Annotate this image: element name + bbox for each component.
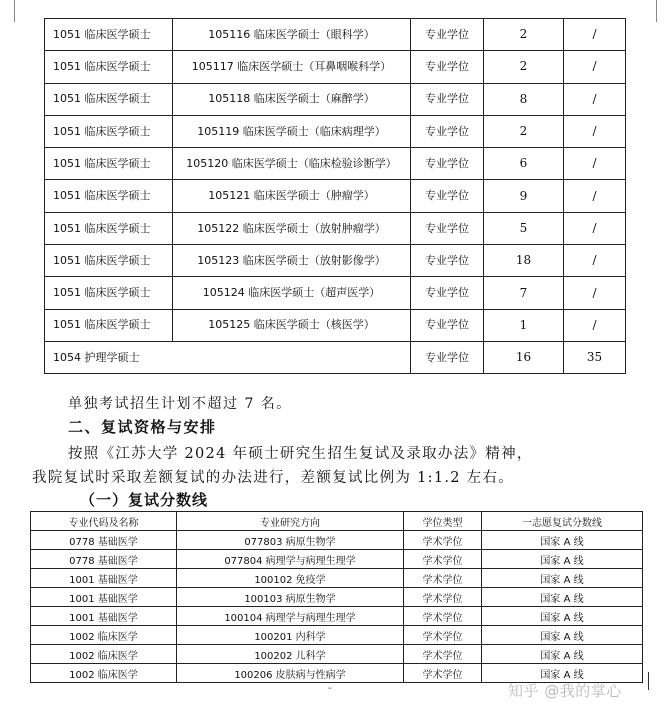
table-row xyxy=(31,645,643,664)
table-cell: 国家 A 线 xyxy=(482,664,643,683)
table-row xyxy=(45,83,626,115)
table-cell: 1002 临床医学 xyxy=(31,664,177,683)
separate-exam-note: 单独考试招生计划不超过 7 名。 xyxy=(68,396,292,412)
table-cell: 专业学位 xyxy=(411,180,484,212)
table-cell: 105124 临床医学硕士（超声医学） xyxy=(173,277,411,309)
table-cell: 1051 临床医学硕士 xyxy=(45,180,173,212)
table-row xyxy=(45,51,626,83)
table-cell: / xyxy=(564,148,626,180)
paragraph-line-1: 按照《江苏大学 2024 年硕士研究生招生复试及录取办法》精神， xyxy=(68,446,533,462)
table-cell: 专业学位 xyxy=(411,115,484,147)
table-cell: 1001 基础医学 xyxy=(31,607,177,626)
table-cell: / xyxy=(564,19,626,51)
table-row xyxy=(45,148,626,180)
table-row xyxy=(31,607,643,626)
table-row xyxy=(45,341,626,373)
table-cell: 100206 皮肤病与性病学 xyxy=(177,664,404,683)
table-cell: 学术学位 xyxy=(404,664,482,683)
table-cell: / xyxy=(564,51,626,83)
table-cell: 8 xyxy=(484,83,564,115)
table-cell: 35 xyxy=(564,341,626,373)
table-cell: 105120 临床医学硕士（临床检验诊断学） xyxy=(173,148,411,180)
table-cell: 1051 临床医学硕士 xyxy=(45,19,173,51)
table-cell: 国家 A 线 xyxy=(482,588,643,607)
table-cell: 学术学位 xyxy=(404,588,482,607)
table-cell: 077804 病理学与病理生理学 xyxy=(177,550,404,569)
table-cell: 国家 A 线 xyxy=(482,531,643,550)
text-cursor xyxy=(648,672,649,690)
table-cell: 学术学位 xyxy=(404,550,482,569)
table-cell: 1051 临床医学硕士 xyxy=(45,277,173,309)
table-cell: 0778 基础医学 xyxy=(31,550,177,569)
table-cell: 6 xyxy=(484,148,564,180)
table-cell: 1054 护理学硕士 xyxy=(45,341,411,373)
table-cell: / xyxy=(564,180,626,212)
table-cell: 1001 基础医学 xyxy=(31,569,177,588)
paragraph-line-2: 我院复试时采取差额复试的办法进行，差额复试比例为 1:1.2 左右。 xyxy=(32,470,515,486)
table-cell: 18 xyxy=(484,245,564,277)
table-cell: 国家 A 线 xyxy=(482,550,643,569)
table-cell: 1001 基础医学 xyxy=(31,588,177,607)
table-row xyxy=(31,588,643,607)
table-cell: / xyxy=(564,245,626,277)
table-cell: 1051 临床医学硕士 xyxy=(45,309,173,341)
table-cell: 105118 临床医学硕士（麻醉学） xyxy=(173,83,411,115)
table-header-row xyxy=(31,512,643,531)
table-cell: 1051 临床医学硕士 xyxy=(45,115,173,147)
table-cell: 7 xyxy=(484,277,564,309)
table-cell: 专业学位 xyxy=(411,277,484,309)
table-row xyxy=(31,626,643,645)
table-cell: 5 xyxy=(484,212,564,244)
table-cell: 100104 病理学与病理生理学 xyxy=(177,607,404,626)
table-cell: 0778 基础医学 xyxy=(31,531,177,550)
table-cell: 专业学位 xyxy=(411,19,484,51)
table-cell: 专业学位 xyxy=(411,212,484,244)
table-cell: / xyxy=(564,115,626,147)
table-cell: 16 xyxy=(484,341,564,373)
table-cell: 105122 临床医学硕士（放射肿瘤学） xyxy=(173,212,411,244)
table-cell: 100102 免疫学 xyxy=(177,569,404,588)
table-cell: 1051 临床医学硕士 xyxy=(45,148,173,180)
table-cell: 专业学位 xyxy=(411,51,484,83)
table-cell: 105119 临床医学硕士（临床病理学） xyxy=(173,115,411,147)
table-cell: 1051 临床医学硕士 xyxy=(45,51,173,83)
table-cell: 077803 病原生物学 xyxy=(177,531,404,550)
table-cell: 专业学位 xyxy=(411,148,484,180)
watermark: 知乎 @我的掌心 xyxy=(508,682,622,700)
table-row xyxy=(45,277,626,309)
table-cell: 1002 临床医学 xyxy=(31,626,177,645)
table-cell: 1002 临床医学 xyxy=(31,645,177,664)
table-row xyxy=(31,531,643,550)
table-cell: / xyxy=(564,212,626,244)
table-cell: 学术学位 xyxy=(404,531,482,550)
page-edge-left xyxy=(14,0,15,22)
table-cell: 105116 临床医学硕士（眼科学） xyxy=(173,19,411,51)
enrollment-plan-table xyxy=(44,18,626,374)
subsection-heading-score-line: （一）复试分数线 xyxy=(80,491,209,509)
table-row xyxy=(45,212,626,244)
table-cell: 1051 临床医学硕士 xyxy=(45,83,173,115)
table-cell: 100202 儿科学 xyxy=(177,645,404,664)
table-cell: 100103 病原生物学 xyxy=(177,588,404,607)
table-row xyxy=(45,180,626,212)
table-row xyxy=(45,19,626,51)
table-cell: 105123 临床医学硕士（放射影像学） xyxy=(173,245,411,277)
table-row xyxy=(31,569,643,588)
table-cell: 1 xyxy=(484,309,564,341)
table-cell: 2 xyxy=(484,19,564,51)
table-row xyxy=(45,245,626,277)
table-cell: / xyxy=(564,83,626,115)
table-cell: 学术学位 xyxy=(404,645,482,664)
table-cell: 9 xyxy=(484,180,564,212)
table-cell: 学术学位 xyxy=(404,626,482,645)
column-header: 专业代码及名称 xyxy=(31,512,177,531)
table-cell: 105117 临床医学硕士（耳鼻咽喉科学） xyxy=(173,51,411,83)
table-row xyxy=(45,309,626,341)
retest-score-table xyxy=(30,511,643,683)
table-cell: 专业学位 xyxy=(411,309,484,341)
table-cell: 学术学位 xyxy=(404,569,482,588)
table-cell: 2 xyxy=(484,115,564,147)
page-edge-right xyxy=(656,0,657,22)
table-cell: 国家 A 线 xyxy=(482,626,643,645)
table-cell: 国家 A 线 xyxy=(482,645,643,664)
table-cell: 国家 A 线 xyxy=(482,607,643,626)
table-cell: 学术学位 xyxy=(404,607,482,626)
column-header: 一志愿复试分数线 xyxy=(482,512,643,531)
table-cell: 1051 临床医学硕士 xyxy=(45,245,173,277)
table-cell: / xyxy=(564,309,626,341)
table-row xyxy=(45,115,626,147)
table-cell: / xyxy=(564,277,626,309)
retest-policy-paragraph xyxy=(32,442,648,490)
table-cell: 100201 内科学 xyxy=(177,626,404,645)
table-cell: 专业学位 xyxy=(411,341,484,373)
table-cell: 105125 临床医学硕士（核医学） xyxy=(173,309,411,341)
section-heading-retest: 二、复试资格与安排 xyxy=(68,418,217,436)
table-cell: 1051 临床医学硕士 xyxy=(45,212,173,244)
table-cell: 105121 临床医学硕士（肿瘤学） xyxy=(173,180,411,212)
table-cell: 2 xyxy=(484,51,564,83)
table-cell: 专业学位 xyxy=(411,245,484,277)
column-header: 专业研究方向 xyxy=(177,512,404,531)
page-number-dash: - xyxy=(328,683,332,694)
table-cell: 专业学位 xyxy=(411,83,484,115)
column-header: 学位类型 xyxy=(404,512,482,531)
table-cell: 国家 A 线 xyxy=(482,569,643,588)
table-row xyxy=(31,550,643,569)
